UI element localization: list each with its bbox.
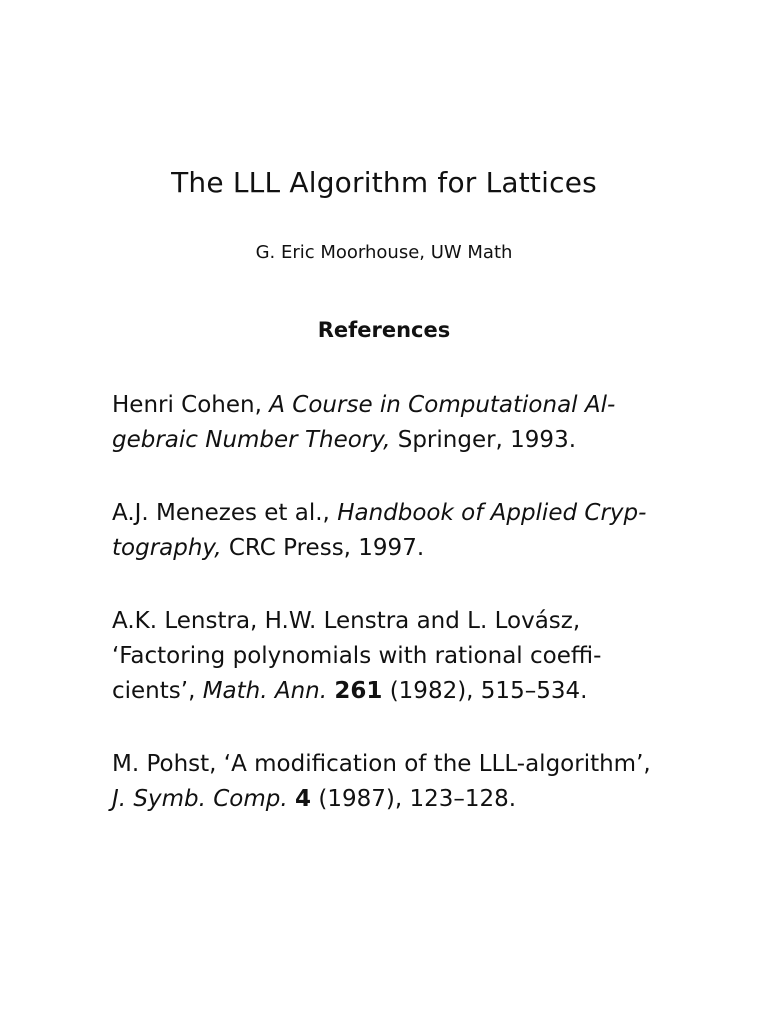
reference-paper-title-cont: cients’, [112, 678, 203, 704]
reference-authors-title: M. Pohst, ‘A modification of the LLL-algorithm’, [112, 751, 651, 777]
references-heading: References [317, 318, 451, 342]
reference-authors: Henri Cohen, [112, 392, 270, 418]
reference-volume: 261 [334, 678, 383, 704]
reference-pages: (1987), 123–128. [311, 786, 517, 812]
reference-menezes [112, 496, 724, 566]
reference-paper-title: ‘Factoring polynomials with rational coeffi- [112, 643, 602, 669]
reference-pages: (1982), 515–534. [382, 678, 588, 704]
references-list [112, 388, 724, 855]
reference-work-title-cont: tography, [112, 535, 222, 561]
reference-journal: Math. Ann. [202, 678, 328, 704]
reference-cohen [112, 388, 724, 458]
document-title: The LLL Algorithm for Lattices [171, 166, 597, 199]
reference-publisher: CRC Press, 1997. [221, 535, 425, 561]
reference-authors: A.J. Menezes et al., [112, 500, 338, 526]
reference-work-title-cont: gebraic Number Theory, [112, 427, 391, 453]
reference-pohst [112, 747, 724, 817]
reference-volume: 4 [295, 786, 312, 812]
reference-work-title: Handbook of Applied Cryp- [337, 500, 647, 526]
reference-journal: J. Symb. Comp. [112, 786, 288, 812]
reference-work-title: A Course in Computational Al- [269, 392, 616, 418]
reference-authors: A.K. Lenstra, H.W. Lenstra and L. Lovász, [112, 608, 581, 634]
reference-lenstra [112, 604, 724, 709]
author-line: G. Eric Moorhouse, UW Math [255, 242, 513, 263]
reference-publisher: Springer, 1993. [390, 427, 577, 453]
